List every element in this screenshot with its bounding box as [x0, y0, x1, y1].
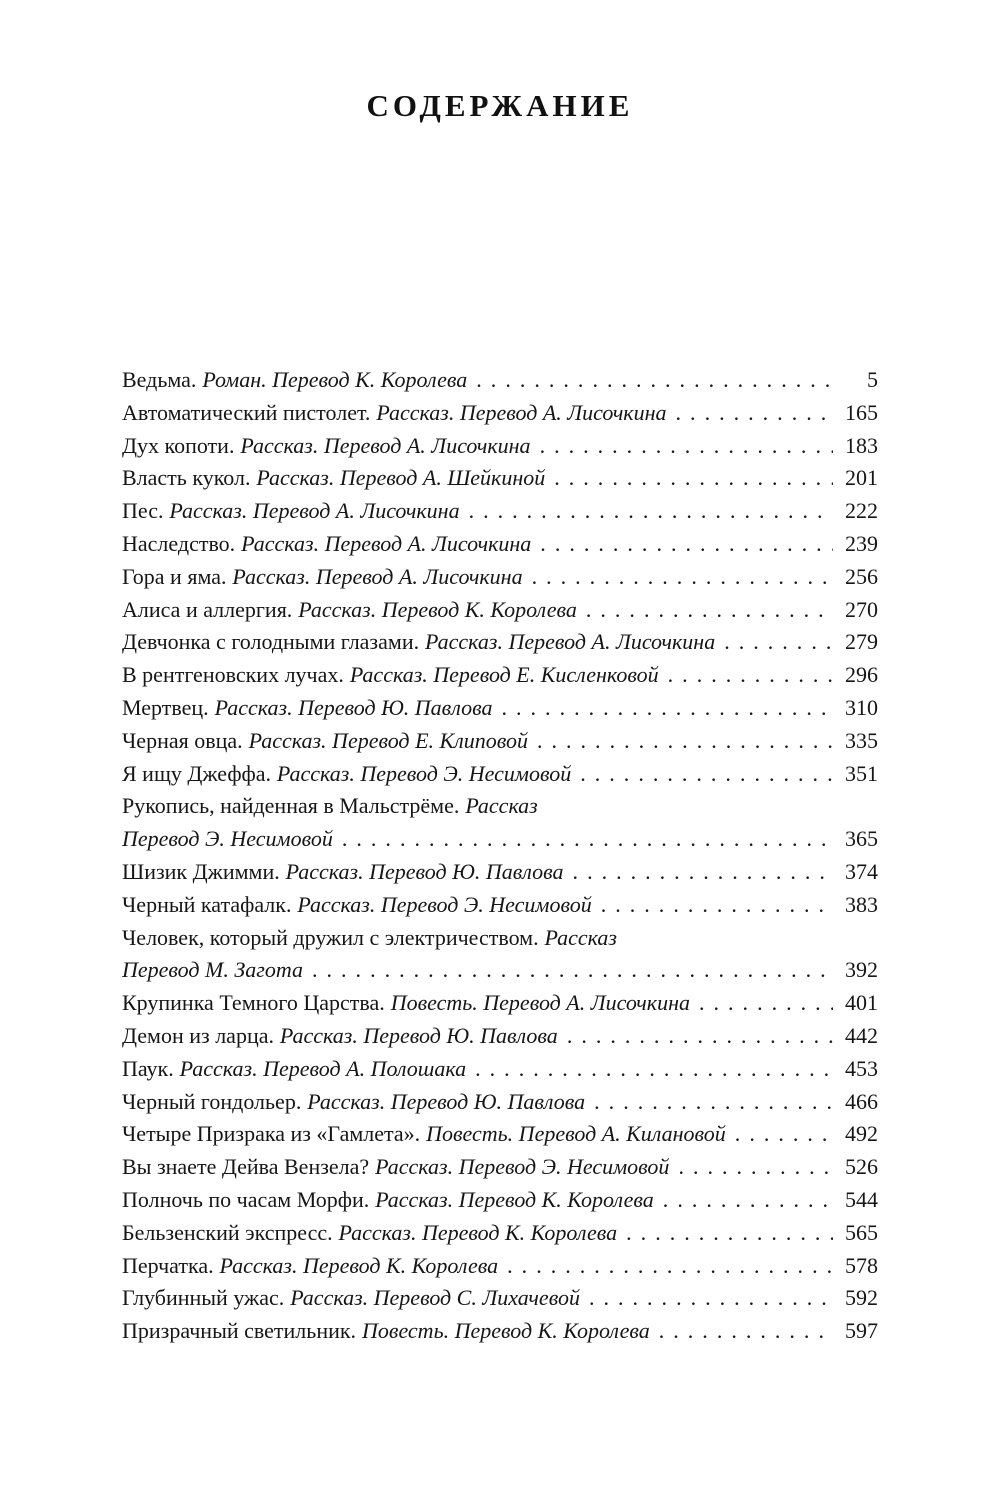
- entry-meta: Рассказ. Перевод Ю. Павлова: [285, 858, 564, 884]
- entry-page-number: 279: [845, 629, 878, 655]
- entry-meta: Рассказ. Перевод А. Шейкиной: [256, 465, 546, 491]
- toc-entry-line: [122, 823, 878, 856]
- entry-text: [122, 1053, 466, 1086]
- entry-text: [122, 1250, 498, 1283]
- dot-leader: [554, 462, 833, 495]
- toc-entry-line: [122, 692, 878, 725]
- entry-text: [122, 1282, 580, 1315]
- entry-page-number: 183: [845, 432, 878, 458]
- entry-text: [122, 692, 493, 725]
- entry-title: Перчатка.: [122, 1252, 214, 1278]
- entry-text: [122, 626, 715, 659]
- entry-meta: Рассказ. Перевод К. Королева: [298, 596, 577, 622]
- entry-title: Мертвец.: [122, 694, 209, 720]
- dot-leader: [724, 626, 833, 659]
- entry-text: [122, 397, 667, 430]
- entry-meta: Рассказ. Перевод Е. Клиповой: [248, 727, 528, 753]
- entry-meta: Рассказ: [465, 793, 538, 819]
- toc-entry-line: [122, 561, 878, 594]
- entry-text: [122, 790, 538, 823]
- entry-page-number: 296: [845, 662, 878, 688]
- entry-page-number: 365: [845, 826, 878, 852]
- entry-meta: Рассказ. Перевод Э. Несимовой: [276, 760, 572, 786]
- entry-page-number: 374: [845, 858, 878, 884]
- entry-title: Девчонка с голодными глазами.: [122, 629, 420, 655]
- entry-title: Шизик Джимми.: [122, 858, 280, 884]
- entry-text: [122, 922, 617, 955]
- dot-leader: [540, 528, 833, 561]
- toc-entry-line: [122, 1250, 878, 1283]
- dot-leader: [540, 430, 833, 463]
- toc-entry-line: [122, 987, 878, 1020]
- dot-leader: [476, 364, 833, 397]
- entry-meta: Рассказ. Перевод Е. Кисленковой: [349, 662, 659, 688]
- dot-leader: [537, 725, 833, 758]
- entry-page-number: 544: [845, 1186, 878, 1212]
- entry-page-number: 256: [845, 563, 878, 589]
- toc-entry-line: [122, 594, 878, 627]
- entry-meta: Рассказ. Перевод Ю. Павлова: [279, 1022, 558, 1048]
- toc-entry-line: [122, 364, 878, 397]
- entry-page-number: 5: [867, 367, 878, 392]
- entry-title: Я ищу Джеффа.: [122, 760, 271, 786]
- entry-page-number: 392: [845, 957, 878, 983]
- entry-title: Пес.: [122, 498, 164, 524]
- toc-entry-line: [122, 626, 878, 659]
- entry-title: Черный катафалк.: [122, 891, 292, 917]
- entry-title: Черный гондольер.: [122, 1088, 302, 1114]
- entry-text: [122, 462, 545, 495]
- dot-leader: [507, 1250, 833, 1283]
- entry-title: Рукопись, найденная в Мальстрёме.: [122, 793, 460, 819]
- toc-entry-line: [122, 1118, 878, 1151]
- dot-leader: [567, 1020, 833, 1053]
- entry-title: Наследство.: [122, 530, 236, 556]
- dot-leader: [312, 954, 833, 987]
- dot-leader: [573, 856, 833, 889]
- entry-meta: Рассказ. Перевод А. Лисочкина: [232, 563, 523, 589]
- toc-entry-line: [122, 1020, 878, 1053]
- entry-title: Черная овца.: [122, 727, 243, 753]
- dot-leader: [580, 758, 833, 791]
- entry-meta: Рассказ. Перевод Э. Несимовой: [297, 891, 592, 917]
- entry-title: В рентгеновских лучах.: [122, 662, 344, 688]
- toc-entry-line: [122, 495, 878, 528]
- entry-meta: Рассказ. Перевод А. Лисочкина: [241, 530, 532, 556]
- entry-text: [122, 725, 528, 758]
- entry-meta: Рассказ. Перевод К. Королева: [338, 1219, 618, 1245]
- dot-leader: [502, 692, 834, 725]
- entry-text: [122, 364, 467, 397]
- dot-leader: [663, 1184, 833, 1217]
- entry-text: [122, 528, 531, 561]
- page-title: СОДЕРЖАНИЕ: [366, 88, 634, 123]
- entry-text: [122, 594, 577, 627]
- dot-leader: [589, 1282, 833, 1315]
- entry-title: Четыре Призрака из «Гамлета».: [122, 1121, 421, 1147]
- dot-leader: [668, 659, 833, 692]
- dot-leader: [735, 1118, 833, 1151]
- entry-text: [122, 1184, 654, 1217]
- toc-entry-line: [122, 462, 878, 495]
- dot-leader: [342, 823, 833, 856]
- entry-title: Паук.: [122, 1055, 174, 1081]
- entry-meta: Рассказ. Перевод А. Лисочкина: [240, 432, 531, 458]
- entry-page-number: 578: [845, 1252, 878, 1278]
- toc-entry-line: [122, 725, 878, 758]
- entry-page-number: 335: [845, 727, 878, 753]
- entry-text: [122, 1217, 617, 1250]
- toc-entry-line: [122, 397, 878, 430]
- entry-title: Ведьма.: [122, 367, 197, 392]
- entry-page-number: 383: [845, 891, 878, 917]
- entry-text: [122, 758, 571, 791]
- dot-leader: [586, 594, 833, 627]
- entry-title: Крупинка Темного Царства.: [122, 990, 385, 1016]
- entry-title: Призрачный светильник.: [122, 1318, 357, 1344]
- entry-meta: Повесть. Перевод А. Лисочкина: [390, 990, 690, 1016]
- dot-leader: [601, 889, 833, 922]
- entry-page-number: 310: [845, 694, 878, 720]
- entry-page-number: 453: [845, 1055, 878, 1081]
- entry-page-number: 592: [845, 1285, 878, 1311]
- toc-entry-line: [122, 430, 878, 463]
- entry-meta: Роман. Перевод К. Королева: [202, 367, 468, 392]
- toc-entry-line: [122, 889, 878, 922]
- entry-text: [122, 987, 690, 1020]
- entry-text: [122, 659, 659, 692]
- dot-leader: [475, 1053, 833, 1086]
- entry-meta: Рассказ. Перевод А. Полошака: [179, 1055, 467, 1081]
- entry-text: [122, 823, 333, 856]
- entry-page-number: 239: [845, 530, 878, 556]
- toc-entry-line: [122, 856, 878, 889]
- entry-text: [122, 889, 592, 922]
- entry-meta: Рассказ. Перевод Э. Несимовой: [375, 1154, 670, 1180]
- entry-meta: Рассказ. Перевод С. Лихачевой: [290, 1285, 580, 1311]
- toc-entry-line: [122, 790, 878, 823]
- entry-text: [122, 954, 303, 987]
- toc-entry-line: [122, 528, 878, 561]
- entry-meta: Перевод Э. Несимовой: [122, 826, 333, 852]
- dot-leader: [659, 1315, 833, 1348]
- entry-title: Алиса и аллергия.: [122, 596, 293, 622]
- entry-page-number: 442: [845, 1022, 878, 1048]
- entry-text: [122, 1086, 585, 1119]
- entry-title: Дух копоти.: [122, 432, 235, 458]
- entry-meta: Повесть. Перевод К. Королева: [362, 1318, 650, 1344]
- entry-page-number: 351: [845, 760, 878, 786]
- entry-title: Вы знаете Дейва Вензела?: [122, 1154, 370, 1180]
- entry-text: [122, 1151, 669, 1184]
- entry-page-number: 466: [845, 1088, 878, 1114]
- dot-leader: [699, 987, 833, 1020]
- toc-entry-line: [122, 1282, 878, 1315]
- toc-entry-line: [122, 922, 878, 955]
- entry-title: Глубинный ужас.: [122, 1285, 285, 1311]
- toc-entry-line: [122, 954, 878, 987]
- dot-leader: [676, 397, 833, 430]
- toc-entry-line: [122, 1217, 878, 1250]
- entry-meta: Рассказ. Перевод Ю. Павлова: [214, 694, 493, 720]
- entry-meta: Повесть. Перевод А. Килановой: [426, 1121, 726, 1147]
- entry-page-number: 270: [845, 596, 878, 622]
- entry-text: [122, 430, 531, 463]
- entry-meta: Рассказ. Перевод А. Лисочкина: [425, 629, 716, 655]
- toc-entry-line: [122, 1053, 878, 1086]
- dot-leader: [678, 1151, 833, 1184]
- entry-meta: Рассказ: [544, 924, 617, 950]
- entry-meta: Рассказ. Перевод А. Лисочкина: [376, 399, 667, 425]
- toc-entry-line: [122, 1151, 878, 1184]
- entry-meta: Рассказ. Перевод А. Лисочкина: [169, 498, 460, 524]
- entry-meta: Перевод М. Загота: [122, 957, 303, 983]
- entry-text: [122, 495, 460, 528]
- entry-text: [122, 1118, 726, 1151]
- toc-entry-line: [122, 1086, 878, 1119]
- entry-page-number: 401: [845, 990, 878, 1016]
- entry-title: Гора и яма.: [122, 563, 227, 589]
- entry-title: Власть кукол.: [122, 465, 251, 491]
- entry-text: [122, 561, 523, 594]
- entry-page-number: 526: [845, 1154, 878, 1180]
- dot-leader: [469, 495, 833, 528]
- entry-page-number: 597: [845, 1318, 878, 1344]
- entry-page-number: 222: [845, 498, 878, 524]
- entry-title: Полночь по часам Морфи.: [122, 1186, 370, 1212]
- toc-entry-line: [122, 1184, 878, 1217]
- entry-page-number: 201: [845, 465, 878, 491]
- entry-meta: Рассказ. Перевод Ю. Павлова: [307, 1088, 586, 1114]
- entry-page-number: 492: [845, 1121, 878, 1147]
- entry-page-number: 165: [845, 399, 878, 425]
- entry-title: Автоматический пистолет.: [122, 399, 371, 425]
- toc-entry-line: [122, 1315, 878, 1348]
- toc-entry-line: [122, 659, 878, 692]
- entry-meta: Рассказ. Перевод К. Королева: [375, 1186, 654, 1212]
- entry-title: Человек, который дружил с электричеством.: [122, 924, 539, 950]
- toc-list: [122, 364, 878, 1348]
- entry-page-number: 565: [845, 1219, 878, 1245]
- entry-title: Бельзенский экспресс.: [122, 1219, 333, 1245]
- entry-title: Демон из ларца.: [122, 1022, 274, 1048]
- dot-leader: [532, 561, 833, 594]
- dot-leader: [594, 1086, 833, 1119]
- entry-text: [122, 856, 564, 889]
- entry-meta: Рассказ. Перевод К. Королева: [219, 1252, 499, 1278]
- dot-leader: [626, 1217, 833, 1250]
- entry-text: [122, 1315, 650, 1348]
- toc-entry-line: [122, 758, 878, 791]
- entry-text: [122, 1020, 558, 1053]
